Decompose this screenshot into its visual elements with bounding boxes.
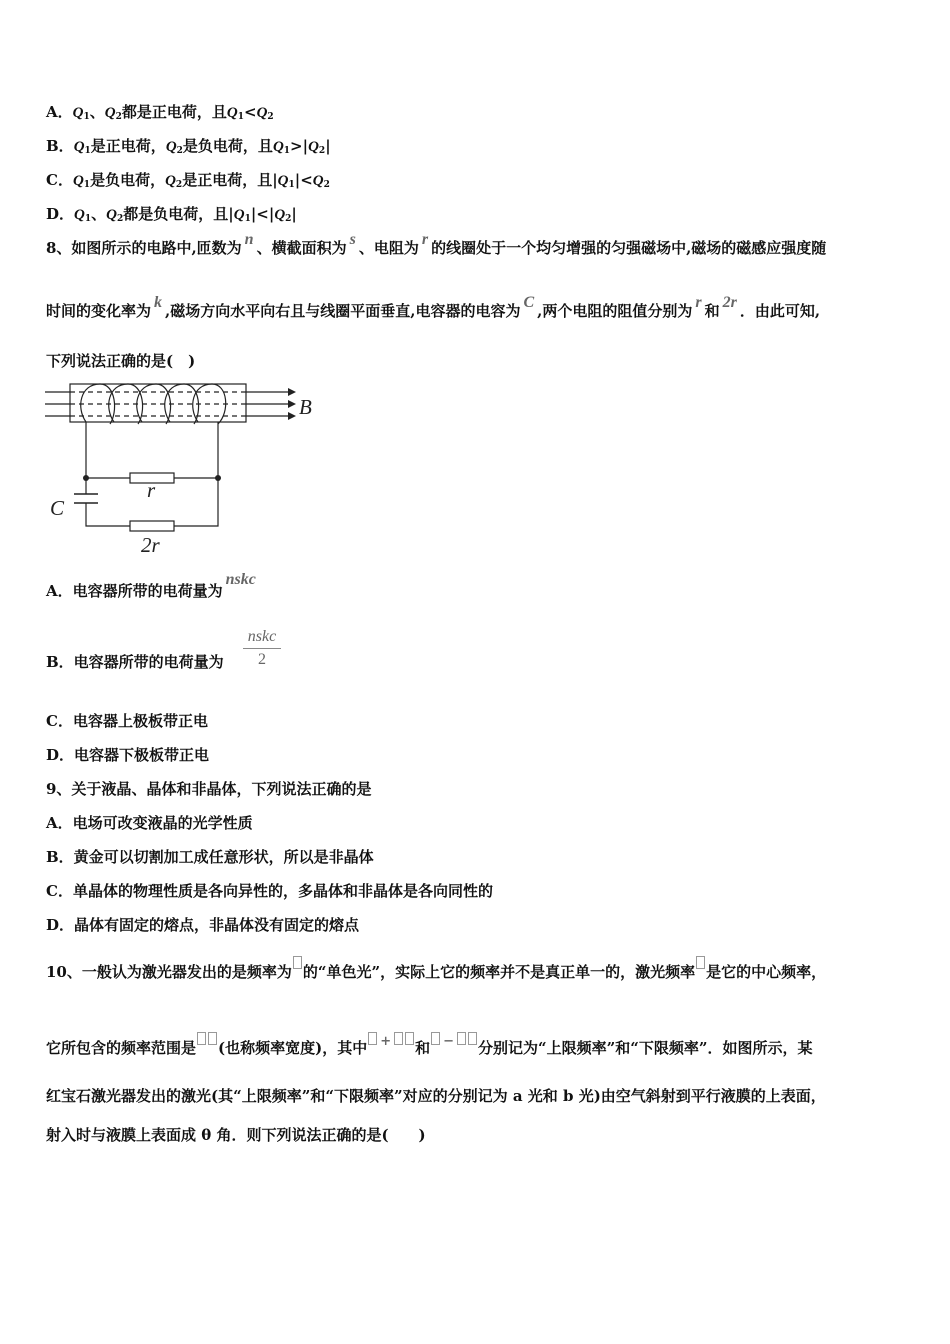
q10-line1: 10、一般认为激光器发出的是频率为 的“单色光”，实际上它的频率并不是真正单一的，激光频率 是它的中心频率， [46,962,826,982]
q9-option-c: C．单晶体的物理性质是各向异性的，多晶体和非晶体是各向同性的 [46,882,493,900]
q8-option-a: A．电容器所带的电荷量为nskc [46,571,256,600]
missing-glyph [405,1032,414,1045]
q10-line3: 红宝石激光器发出的激光(其“上限频率”和“下限频率”对应的分别记为 a 光和 b 光)由空气斜射到平行液膜的上表面， [46,1087,826,1105]
q9-option-a: A．电场可改变液晶的光学性质 [46,814,253,832]
q8-option-b: B．电容器所带的电荷量为 [46,653,224,671]
fraction-nskc-over-2: nskc 2 [243,628,281,669]
q8-stem-line3: 下列说法正确的是( ) [46,352,196,370]
junction-left [83,475,89,481]
q8-option-c: C．电容器上极板带正电 [46,712,208,730]
symbol-c: C [523,294,535,311]
missing-glyph [457,1032,466,1045]
label-2r: 2r [141,533,160,557]
q8-stem-line2: 时间的变化率为 k ,磁场方向水平向右且与线圈平面垂直,电容器的电容为 C ,两个电阻的阻值分别为 r 和 2r ．由此可知, [46,294,821,320]
missing-glyph [394,1032,403,1045]
missing-glyph [368,1032,377,1045]
missing-glyph-nu [293,956,302,969]
symbol-2r: 2r [722,294,737,311]
symbol-n: n [244,231,254,248]
missing-glyph [468,1032,477,1045]
q10-line4: 射入时与液膜上表面成 θ 角．则下列说法正确的是( ) [46,1126,426,1144]
q8-stem-line1: 8、如图所示的电路中,匝数为 n 、横截面积为 s 、电阻为 r 的线圈处于一个均匀增强的匀强磁场中,磁场的磁感应强度随 [46,231,827,257]
symbol-s: s [349,231,356,248]
q8-option-d: D．电容器下极板带正电 [46,746,210,764]
symbol-r2: r [695,294,702,311]
q9-stem: 9、关于液晶、晶体和非晶体，下列说法正确的是 [46,780,372,798]
symbol-r: r [421,231,429,248]
label-c: C [50,496,65,520]
missing-glyph [431,1032,440,1045]
missing-glyph [197,1032,206,1045]
q7-option-b: B．$Q_1$是正电荷，$Q_2$是负电荷，且$Q_1>|Q_2|$ [46,137,331,156]
missing-glyph [208,1032,217,1045]
coil-core [70,384,246,422]
resistor-2r [130,521,174,531]
q9-option-b: B．黄金可以切割加工成任意形状，所以是非晶体 [46,848,374,866]
label-b: B [299,395,312,419]
q9-option-d: D．晶体有固定的熔点，非晶体没有固定的熔点 [46,916,360,934]
junction-right [215,475,221,481]
expr-nskc: nskc [225,571,256,588]
missing-glyph-nu [696,956,705,969]
wire-left [86,422,130,526]
q7-option-a: A．$Q_1$、$Q_2$都是正电荷，且$Q_1<Q_2$ [46,103,274,122]
q10-line2: 它所包含的频率范围是 (也称频率宽度)，其中 + 和 − 分别记为“上限频率”和“下限频率”．如图所示，某 [46,1034,813,1057]
symbol-k: k [154,294,163,311]
q7-option-c: C．$Q_1$是负电荷，$Q_2$是正电荷，且$|Q_1|<Q_2$ [46,171,330,190]
label-r: r [147,478,156,502]
circuit-diagram [40,378,330,560]
q7-option-d: D．$Q_1$、$Q_2$都是负电荷，且$|Q_1|<|Q_2|$ [46,205,297,224]
wire-right [174,422,218,526]
